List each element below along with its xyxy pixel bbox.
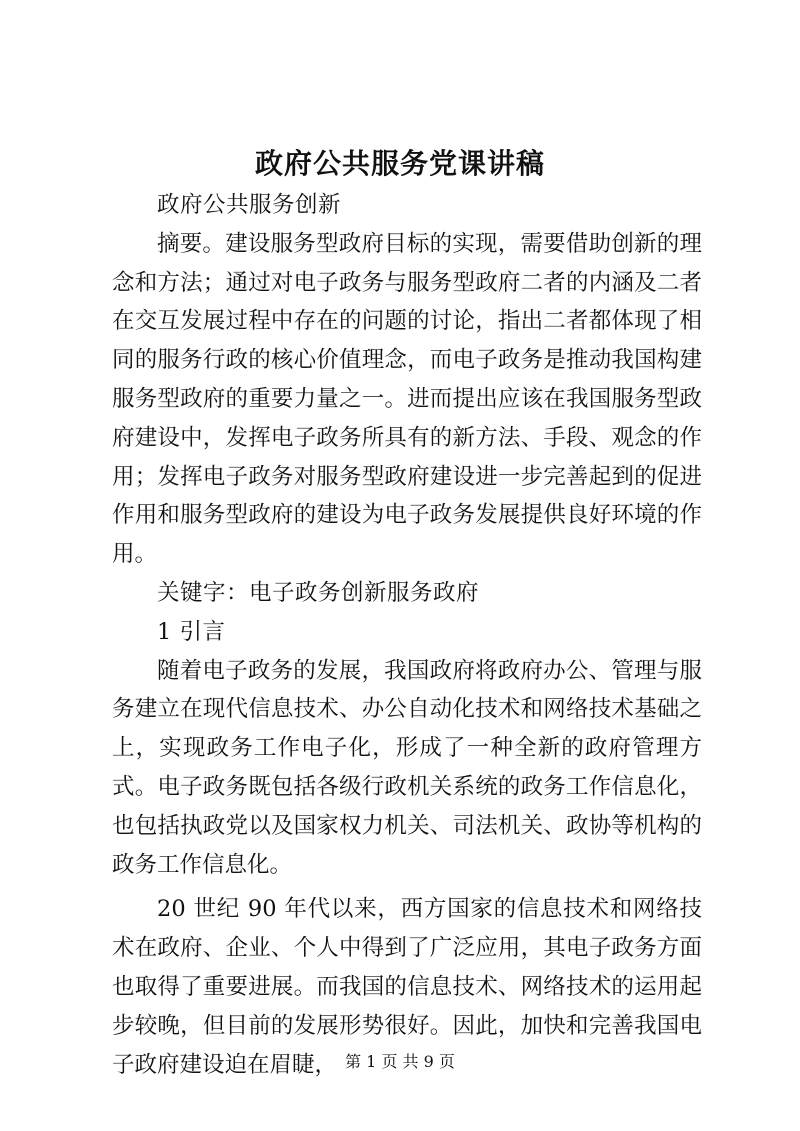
abstract-paragraph: 摘要。建设服务型政府目标的实现，需要借助创新的理念和方法；通过对电子政务与服务型政府二者的内涵及二者在交互发展过程中存在的问题的讨论，指出二者都体现了相同的服务行政的核心价值理念，而电子政务是推动我国构建服务型政府的重要力量之一。进而提出应该在我国服务型政府建设中，发挥电子政务所具有的新方法、手段、观念的作用；发挥电子政务对服务型政府建设进一步完善起到的促进作用和服务型政府的建设为电子政务发展提供良好环境的作用。 — [112, 230, 702, 568]
body-paragraph: 20 世纪 90 年代以来，西方国家的信息技术和网络技术在政府、企业、个人中得到了广泛应用，其电子政务方面也取得了重要进展。而我国的信息技术、网络技术的运用起步较晚，但目前的发展形势很好。因此，加快和完善我国电子政府建设迫在眉睫， — [112, 896, 702, 1078]
page-footer: 第 1 页 共 9 页 — [345, 1052, 455, 1071]
document-body — [112, 186, 702, 1084]
subtitle-paragraph: 政府公共服务创新 — [157, 192, 342, 218]
section-heading: 1 引言 — [157, 618, 226, 645]
keywords-paragraph: 关键字：电子政务创新服务政府 — [157, 579, 480, 606]
body-paragraph: 随着电子政务的发展，我国政府将政府办公、管理与服务建立在现代信息技术、办公自动化技术和网络技术基础之上，实现政务工作电子化，形成了一种全新的政府管理方式。电子政务既包括各级行政机关系统的政务工作信息化，也包括执政党以及国家权力机关、司法机关、政协等机构的政务工作信息化。 — [112, 657, 702, 878]
document-title: 政府公共服务党课讲稿 — [254, 147, 545, 180]
